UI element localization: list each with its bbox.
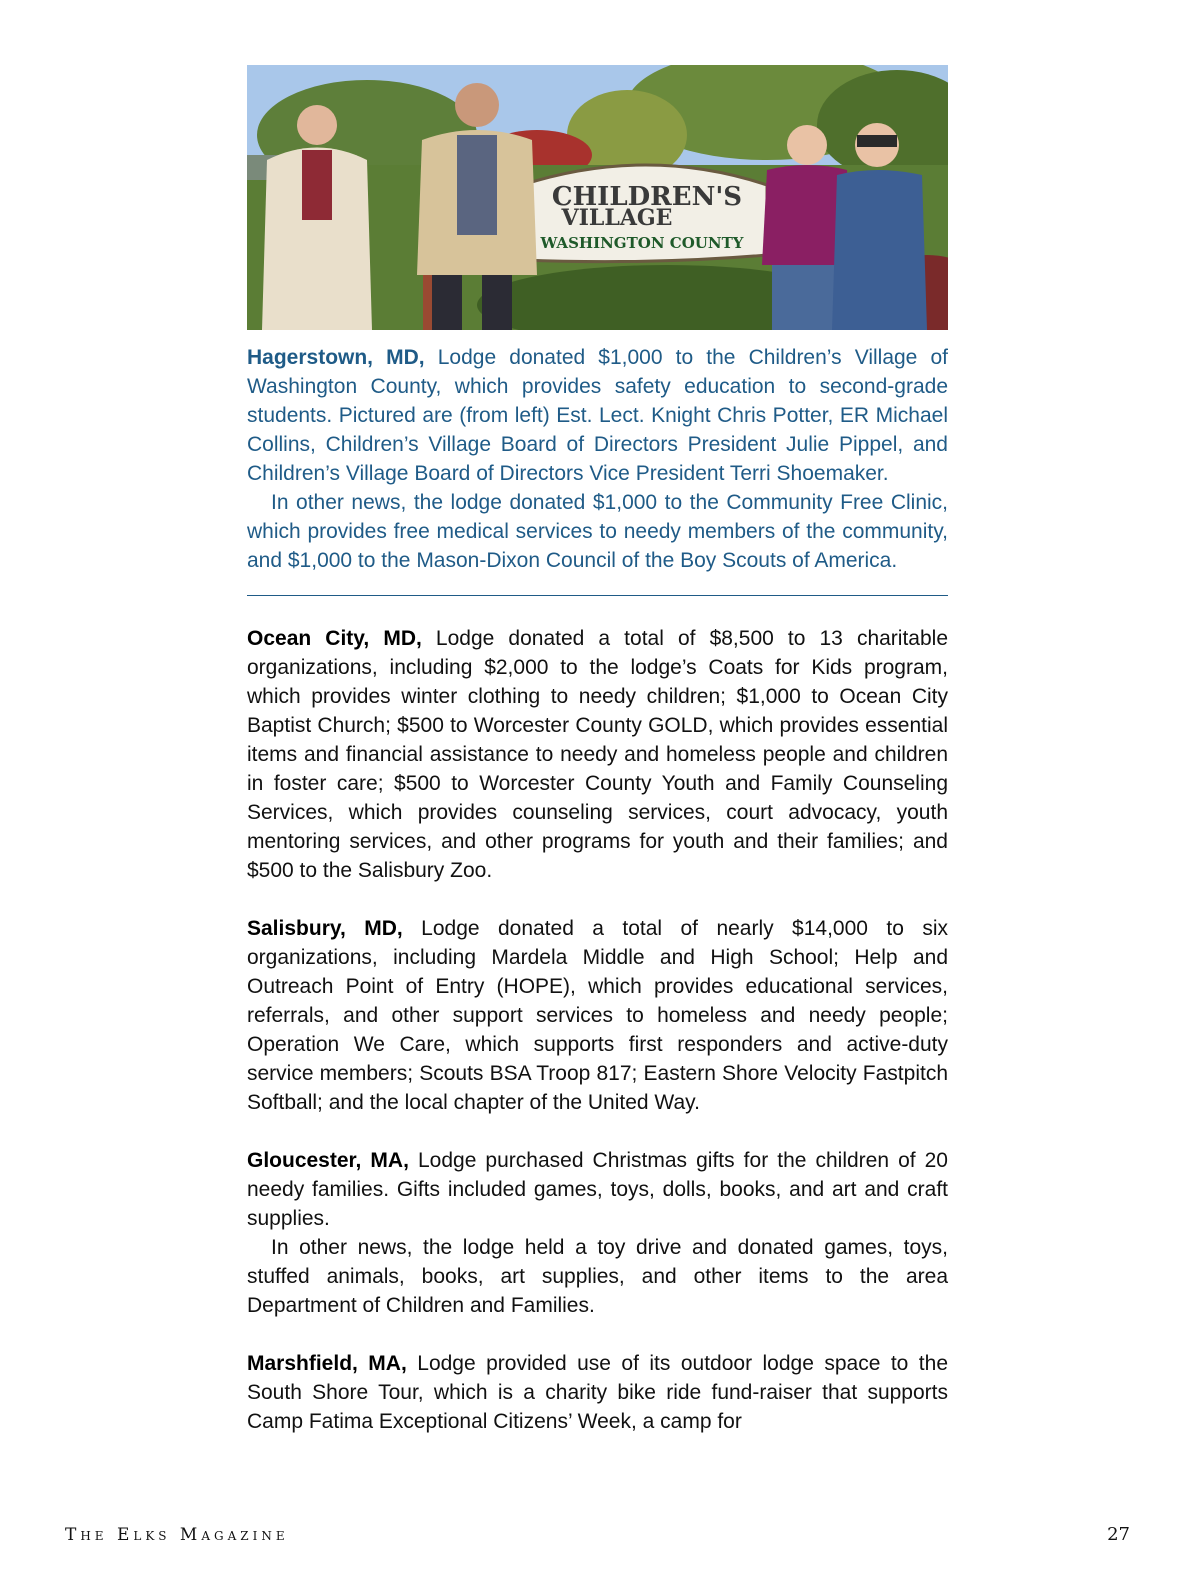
- caption-lead: Hagerstown, MD,: [247, 346, 425, 369]
- photo-caption: [247, 343, 948, 575]
- story-text: Lodge provided use of its outdoor lodge space to the South Shore Tour, which is a charity bike ride fund-raiser that supports Camp Fatima Exceptional Citizens’ Week, a camp for: [247, 1352, 948, 1433]
- article-column: [247, 65, 948, 1465]
- caption-paragraph: [247, 343, 948, 488]
- story-text: Lodge donated a total of $8,500 to 13 charitable organizations, including $2,000 to the lodge’s Coats for Kids program, which provides winter clothing to needy children; $1,000 to Ocean City Baptist Church; $500 to Worcester County GOLD, which provides essential items and financial assistance to needy and homeless people and children in foster care; $500 to Worcester County Youth and Family Counseling Services, which provides counseling services, court advocacy, youth mentoring services, and other programs for youth and their families; and $500 to the Salisbury Zoo.: [247, 627, 949, 882]
- section-divider: [247, 595, 948, 596]
- page-number: 27: [1107, 1524, 1130, 1545]
- story-text: Lodge donated a total of nearly $14,000 to six organizations, including Mardela Middle and High School; Help and Outreach Point of Entry (HOPE), which provides educational services, referrals, and other support services to homeless and needy people; Operation We Care, which supports first responders and active-duty service members; Scouts BSA Troop 817; Eastern Shore Velocity Fastpitch Softball; and the local chapter of the United Way.: [247, 917, 948, 1114]
- magazine-title: The Elks Magazine: [65, 1525, 289, 1545]
- photo-illustration: [247, 65, 948, 330]
- story-lead: Salisbury, MD,: [247, 917, 403, 940]
- sign-line-2: VILLAGE: [561, 205, 673, 231]
- story-paragraph-2: In other news, the lodge held a toy drive and donated games, toys, stuffed animals, books, art supplies, and other items to the area Department of Children and Families.: [247, 1236, 948, 1317]
- lodge-photo: [247, 65, 948, 330]
- story-gloucester: [247, 1146, 948, 1320]
- story-ocean-city: [247, 624, 948, 885]
- story-salisbury: [247, 914, 948, 1117]
- caption-text: Lodge donated $1,000 to the Children’s Village of Washington County, which provides safety education to second-grade students. Pictured are (from left) Est. Lect. Knight Chris Potter, ER Michael Collins, Children’s Village Board of Directors President Julie Pippel, and Children’s Village Board of Directors Vice President Terri Shoemaker.: [247, 346, 948, 485]
- page-footer: [65, 1524, 1130, 1545]
- caption-paragraph-2: In other news, the lodge donated $1,000 to the Community Free Clinic, which provides free medical services to needy members of the community, and $1,000 to the Mason-Dixon Council of the Boy Scouts of America.: [247, 491, 948, 572]
- story-marshfield: [247, 1349, 948, 1436]
- story-text: Lodge purchased Christmas gifts for the children of 20 needy families. Gifts included games, toys, dolls, books, and art and craft supplies.: [247, 1149, 948, 1230]
- story-lead: Ocean City, MD,: [247, 627, 422, 650]
- story-lead: Gloucester, MA,: [247, 1149, 409, 1172]
- story-lead: Marshfield, MA,: [247, 1352, 407, 1375]
- sign-line-3: WASHINGTON COUNTY: [540, 234, 744, 252]
- sign-line-1: CHILDREN'S: [551, 182, 743, 212]
- stories: [247, 624, 948, 1436]
